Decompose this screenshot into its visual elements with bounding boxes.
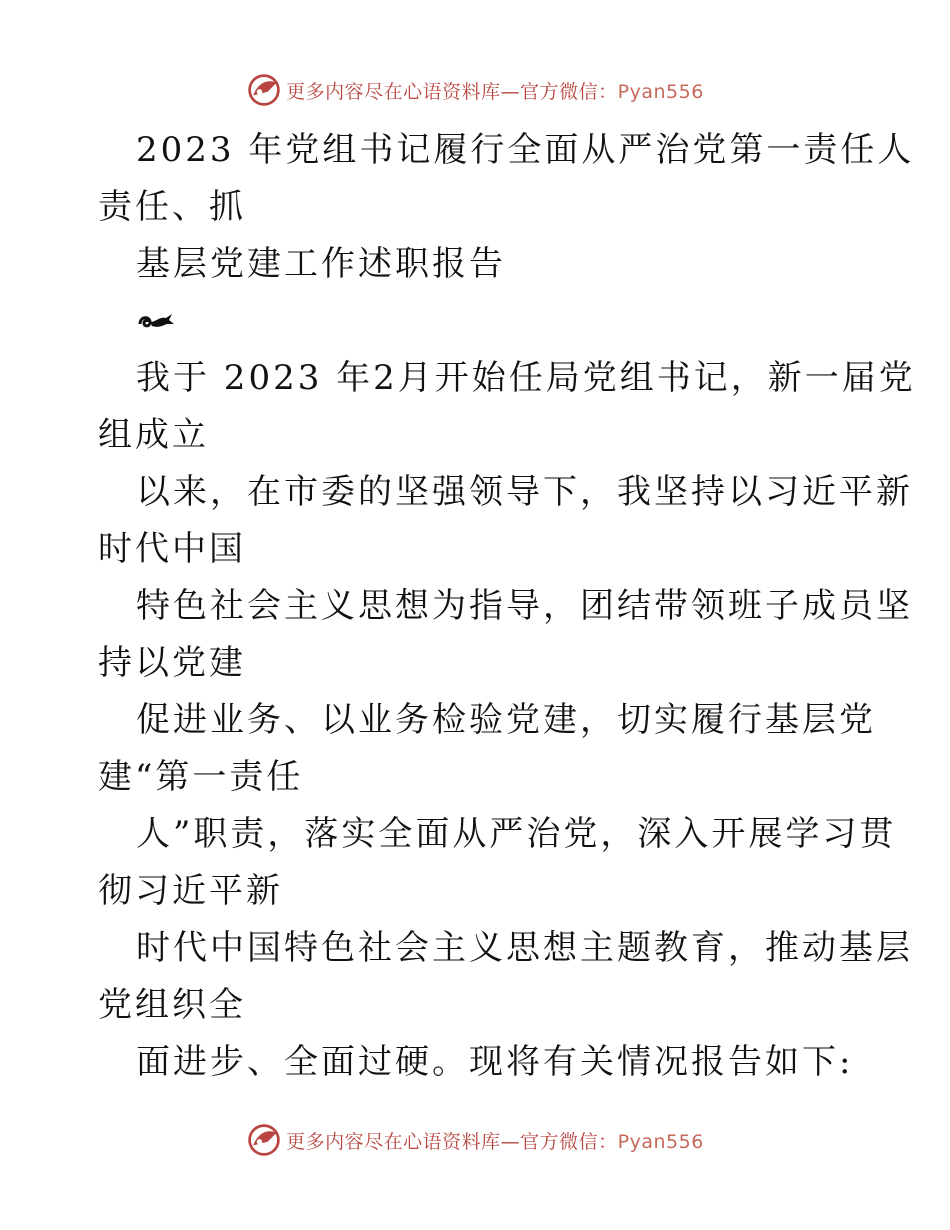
title-line: 基层党建工作述职报告 [136,244,506,284]
watermark-logo-icon [246,1122,282,1158]
footer-watermark [0,1120,950,1160]
watermark-logo-icon [246,72,282,108]
text-line: 彻习近平新 [98,871,283,911]
text-line: 时代中国 [98,529,246,569]
text-line: 时代中国特色社会主义思想主题教育，推动基层 [136,928,913,968]
ornament-icon [98,293,858,350]
text-line: 人”职责，落实全面从严治党，深入开展学习贯 [136,814,897,854]
watermark-text: 更多内容尽在心语资料库—官方微信：Pyan556 [286,1130,704,1153]
text-line: 促进业务、以业务检验党建，切实履行基层党 [136,700,876,740]
text-line: 面进步、全面过硬。现将有关情况报告如下: [136,1042,854,1082]
text-line: 建“第一责任 [98,757,304,797]
document-title [98,122,915,293]
text-line: 特色社会主义思想为指导，团结带领班子成员坚 [136,586,913,626]
document-body [98,122,916,1091]
header-watermark [0,70,950,110]
watermark-text: 更多内容尽在心语资料库—官方微信：Pyan556 [286,80,704,103]
text-line: 以来，在市委的坚强领导下，我坚持以习近平新 [136,472,913,512]
title-line: 2023 年党组书记履行全面从严治党第一责任人 [136,130,915,170]
document-paragraph [98,350,916,1091]
text-line: 持以党建 [98,643,246,683]
flourish-icon [136,310,176,334]
text-line: 我于 2023 年2月开始任局党组书记，新一届党 [136,358,916,398]
text-line: 党组织全 [98,985,246,1025]
title-line: 责任、抓 [98,187,246,227]
text-line: 组成立 [98,415,209,455]
